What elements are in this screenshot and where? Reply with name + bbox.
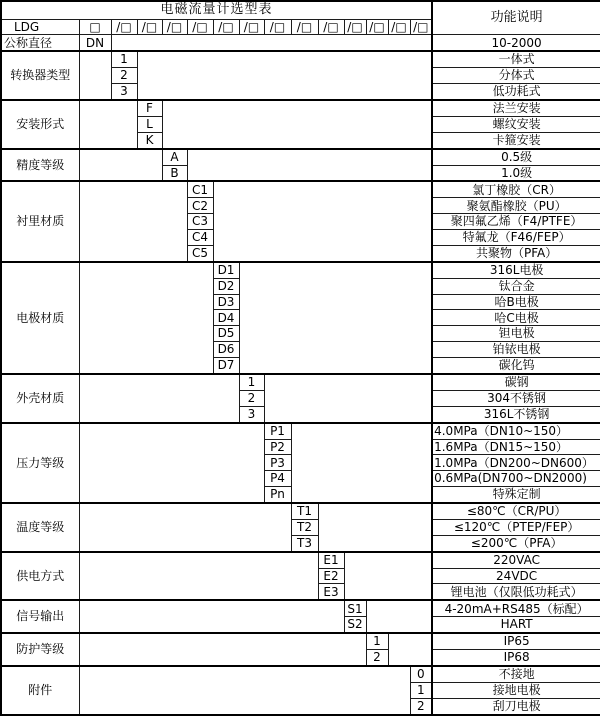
code-cell: E3 xyxy=(318,584,344,600)
description-cell: 4.0MPa（DN10~150） xyxy=(432,423,600,439)
empty-cell xyxy=(239,262,432,374)
model-code-slot: /□ xyxy=(264,19,291,35)
description-cell: 10-2000 xyxy=(432,35,600,51)
category-label: 精度等级 xyxy=(1,149,79,182)
model-code-slot: /□ xyxy=(162,19,187,35)
code-cell: 0 xyxy=(410,666,432,682)
description-cell: 一体式 xyxy=(432,51,600,67)
category-label: 转换器类型 xyxy=(1,51,79,100)
code-cell: K xyxy=(137,132,162,148)
code-cell: T1 xyxy=(291,503,318,519)
code-cell: D5 xyxy=(213,326,239,342)
description-cell: HART xyxy=(432,617,600,633)
description-cell: 1.6MPa（DN15~150） xyxy=(432,439,600,455)
empty-cell xyxy=(79,633,366,666)
code-cell: 1 xyxy=(366,633,388,649)
empty-cell xyxy=(79,666,410,715)
model-code-slot: /□ xyxy=(239,19,264,35)
description-cell: 锂电池（仅限低功耗式） xyxy=(432,584,600,600)
description-cell: 铂铱电极 xyxy=(432,342,600,358)
description-cell: 聚氨酯橡胶（PU） xyxy=(432,198,600,214)
description-cell: 304不锈钢 xyxy=(432,390,600,406)
code-cell: 2 xyxy=(366,650,388,666)
empty-cell xyxy=(79,600,344,633)
description-cell: 刮刀电极 xyxy=(432,698,600,715)
empty-cell xyxy=(264,374,432,423)
empty-cell xyxy=(187,149,432,182)
code-cell: T3 xyxy=(291,535,318,551)
description-cell: 特殊定制 xyxy=(432,487,600,503)
category-label: 附件 xyxy=(1,666,79,715)
code-cell: P1 xyxy=(264,423,291,439)
description-cell: 哈C电极 xyxy=(432,310,600,326)
code-cell: L xyxy=(137,116,162,132)
function-column-header: 功能说明 xyxy=(432,1,600,35)
code-cell: E2 xyxy=(318,568,344,584)
model-code-slot: /□ xyxy=(388,19,410,35)
description-cell: 钛合金 xyxy=(432,278,600,294)
model-base-box: □ xyxy=(79,19,111,35)
code-cell: S2 xyxy=(344,617,366,633)
model-code-slot: /□ xyxy=(111,19,137,35)
description-cell: 316L不锈钢 xyxy=(432,406,600,422)
empty-cell xyxy=(388,633,432,666)
code-cell: 1 xyxy=(239,374,264,390)
description-cell: 1.0MPa（DN200~DN600） xyxy=(432,455,600,471)
description-cell: 316L电极 xyxy=(432,262,600,278)
category-label: 压力等级 xyxy=(1,423,79,503)
empty-cell xyxy=(137,51,432,100)
category-label: 信号输出 xyxy=(1,600,79,633)
description-cell: 碳钢 xyxy=(432,374,600,390)
description-cell: 共聚物（PFA） xyxy=(432,245,600,261)
code-cell: 1 xyxy=(410,682,432,698)
description-cell: 氯丁橡胶（CR） xyxy=(432,181,600,197)
code-cell: C5 xyxy=(187,245,213,261)
code-cell: D7 xyxy=(213,358,239,374)
code-cell: F xyxy=(137,100,162,116)
description-cell: 24VDC xyxy=(432,568,600,584)
empty-cell xyxy=(344,552,432,601)
description-cell: ≤80℃（CR/PU） xyxy=(432,503,600,519)
code-cell: D1 xyxy=(213,262,239,278)
code-cell: A xyxy=(162,149,187,165)
model-code-slot: /□ xyxy=(137,19,162,35)
code-cell: P3 xyxy=(264,455,291,471)
code-cell: P2 xyxy=(264,439,291,455)
category-label: 安装形式 xyxy=(1,100,79,149)
description-cell: 220VAC xyxy=(432,552,600,568)
description-cell: 分体式 xyxy=(432,68,600,84)
description-cell: 螺纹安装 xyxy=(432,116,600,132)
code-cell: C1 xyxy=(187,181,213,197)
empty-cell xyxy=(79,552,318,601)
category-label: 防护等级 xyxy=(1,633,79,666)
description-cell: 不接地 xyxy=(432,666,600,682)
empty-cell xyxy=(79,149,162,182)
code-cell: E1 xyxy=(318,552,344,568)
code-cell: D2 xyxy=(213,278,239,294)
empty-cell xyxy=(79,374,239,423)
code-cell: 2 xyxy=(111,68,137,84)
code-cell: 2 xyxy=(239,390,264,406)
code-cell: DN xyxy=(79,35,111,51)
description-cell: 低功耗式 xyxy=(432,84,600,100)
table-title: 电磁流量计选型表 xyxy=(1,1,432,19)
description-cell: IP68 xyxy=(432,650,600,666)
description-cell: 接地电极 xyxy=(432,682,600,698)
model-prefix: LDG xyxy=(1,19,79,35)
empty-cell xyxy=(366,600,432,633)
code-cell: 2 xyxy=(410,698,432,715)
empty-cell xyxy=(79,423,264,503)
category-label: 温度等级 xyxy=(1,503,79,552)
code-cell: Pn xyxy=(264,487,291,503)
empty-cell xyxy=(291,423,432,503)
model-code-slot: /□ xyxy=(344,19,366,35)
model-code-slot: /□ xyxy=(318,19,344,35)
model-code-slot: /□ xyxy=(187,19,213,35)
description-cell: 聚四氟乙烯（F4/PTFE） xyxy=(432,214,600,230)
code-cell: T2 xyxy=(291,519,318,535)
description-cell: ≤120℃（PTEP/FEP） xyxy=(432,519,600,535)
code-cell: D3 xyxy=(213,294,239,310)
category-label: 供电方式 xyxy=(1,552,79,601)
category-label: 衬里材质 xyxy=(1,181,79,261)
code-cell: C3 xyxy=(187,214,213,230)
description-cell: ≤200℃（PFA） xyxy=(432,535,600,551)
code-cell: B xyxy=(162,165,187,181)
model-code-slot: /□ xyxy=(213,19,239,35)
description-cell: 卡箍安装 xyxy=(432,132,600,148)
empty-cell xyxy=(213,181,432,261)
empty-cell xyxy=(79,51,111,100)
model-code-slot: /□ xyxy=(366,19,388,35)
model-code-slot: /□ xyxy=(410,19,432,35)
code-cell: P4 xyxy=(264,471,291,487)
code-cell: 3 xyxy=(239,406,264,422)
description-cell: 法兰安装 xyxy=(432,100,600,116)
code-cell: 3 xyxy=(111,84,137,100)
description-cell: IP65 xyxy=(432,633,600,649)
empty-cell xyxy=(111,35,432,51)
empty-cell xyxy=(79,262,213,374)
category-label: 电极材质 xyxy=(1,262,79,374)
description-cell: 1.0级 xyxy=(432,165,600,181)
empty-cell xyxy=(79,100,137,149)
code-cell: C4 xyxy=(187,230,213,246)
code-cell: D6 xyxy=(213,342,239,358)
code-cell: 1 xyxy=(111,51,137,67)
empty-cell xyxy=(162,100,432,149)
description-cell: 碳化钨 xyxy=(432,358,600,374)
category-label: 外壳材质 xyxy=(1,374,79,423)
model-code-slot: /□ xyxy=(291,19,318,35)
empty-cell xyxy=(79,181,187,261)
code-cell: D4 xyxy=(213,310,239,326)
empty-cell xyxy=(318,503,432,552)
description-cell: 0.6MPa(DN700~DN2000) xyxy=(432,471,600,487)
description-cell: 0.5级 xyxy=(432,149,600,165)
description-cell: 4-20mA+RS485（标配） xyxy=(432,600,600,616)
category-label: 公称直径 xyxy=(1,35,79,51)
code-cell: S1 xyxy=(344,600,366,616)
description-cell: 特氟龙（F46/FEP） xyxy=(432,230,600,246)
code-cell: C2 xyxy=(187,198,213,214)
empty-cell xyxy=(79,503,291,552)
description-cell: 钽电极 xyxy=(432,326,600,342)
description-cell: 哈B电极 xyxy=(432,294,600,310)
